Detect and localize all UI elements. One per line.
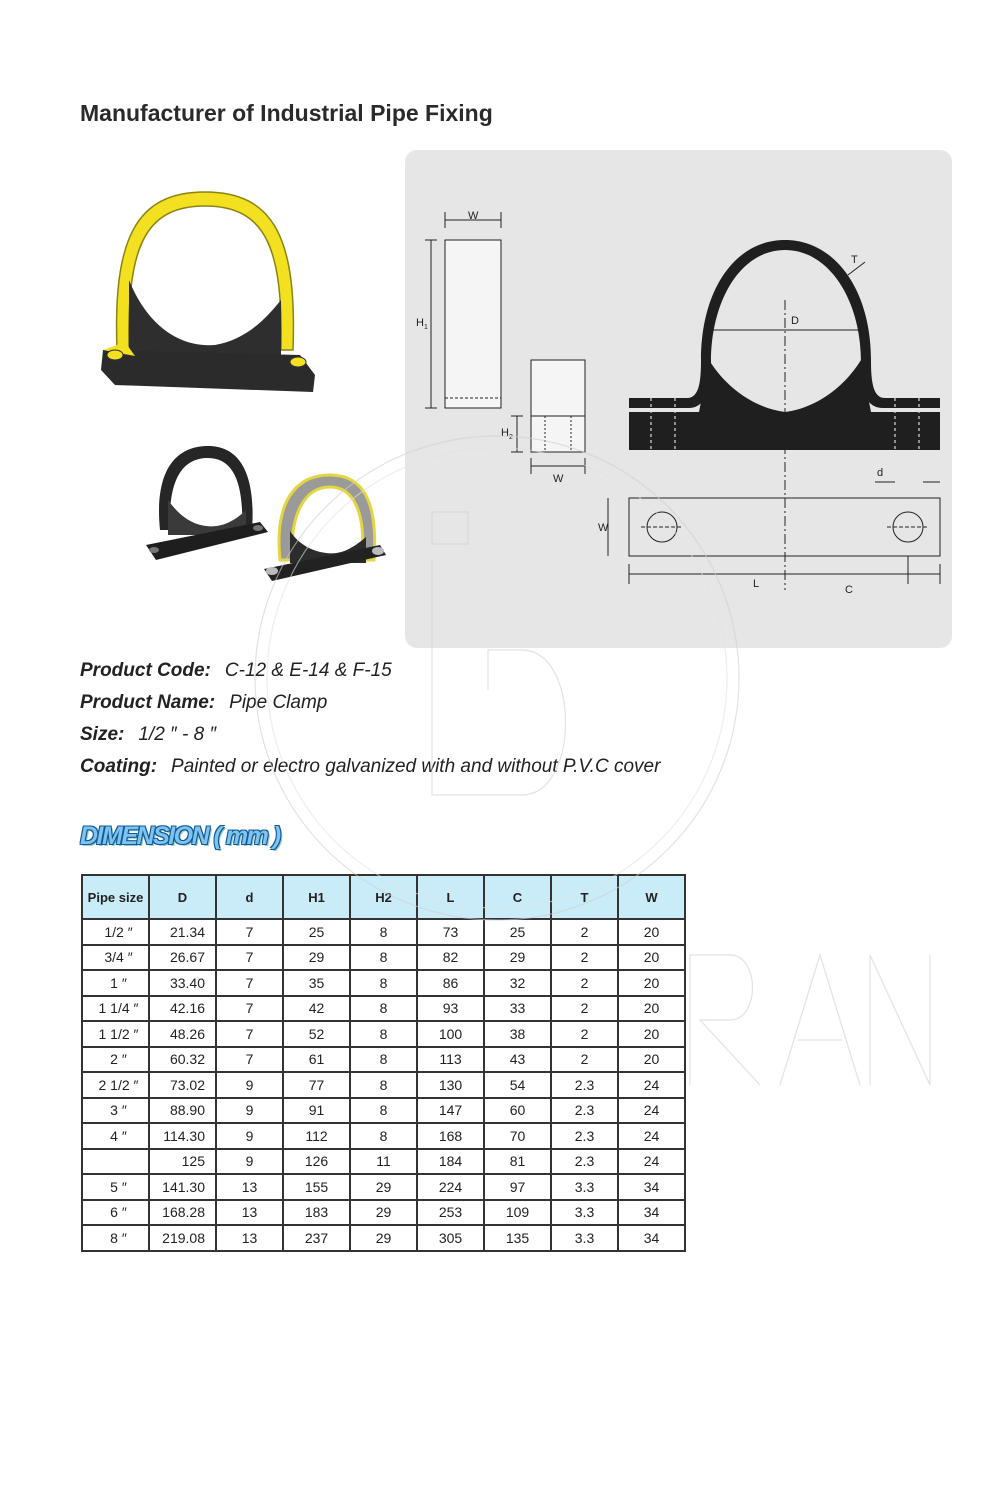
table-cell: 2 [551,919,618,945]
pipe-size-cell: 1 1/4 ″ [82,996,149,1022]
table-cell: 25 [283,919,350,945]
pipe-size-cell: 3 ″ [82,1098,149,1124]
table-cell: 91 [283,1098,350,1124]
table-cell: 7 [216,919,283,945]
table-cell: 52 [283,1021,350,1047]
table-cell: 13 [216,1174,283,1200]
table-cell: 21.34 [149,919,216,945]
table-cell: 7 [216,996,283,1022]
table-cell: 34 [618,1200,685,1226]
label-l: L [753,578,760,590]
table-cell: 113 [417,1047,484,1073]
table-cell: 7 [216,1021,283,1047]
table-row [82,1021,685,1047]
table-cell: 73 [417,919,484,945]
pipe-size-cell: 1 ″ [82,970,149,996]
table-row [82,1098,685,1124]
table-cell: 224 [417,1174,484,1200]
table-cell: 9 [216,1149,283,1175]
table-cell: 2.3 [551,1123,618,1149]
pipe-size-cell: 2 ″ [82,1047,149,1073]
clamp-photo-yellow [95,180,325,410]
column-header: W [618,875,685,919]
table-cell: 125 [149,1149,216,1175]
label-w-plan: W [598,522,609,534]
pipe-size-cell: 6 ″ [82,1200,149,1226]
table-cell: 26.67 [149,945,216,971]
table-cell: 20 [618,945,685,971]
table-cell: 126 [283,1149,350,1175]
pipe-size-cell: 5 ″ [82,1174,149,1200]
column-header: H1 [283,875,350,919]
spec-coating: Coating: Painted or electro galvanized with and without P.V.C cover [80,756,661,777]
table-cell: 8 [350,1021,417,1047]
pipe-size-cell: 3/4 ″ [82,945,149,971]
table-row [82,1149,685,1175]
table-cell: 2 [551,945,618,971]
table-cell: 97 [484,1174,551,1200]
table-cell: 2.3 [551,1098,618,1124]
page-title: Manufacturer of Industrial Pipe Fixing [80,100,493,126]
table-cell: 48.26 [149,1021,216,1047]
table-row [82,919,685,945]
table-cell: 54 [484,1072,551,1098]
label-d-small: d [877,467,884,479]
table-cell: 11 [350,1149,417,1175]
table-cell: 73.02 [149,1072,216,1098]
table-cell: 13 [216,1200,283,1226]
table-cell: 8 [350,945,417,971]
table-cell: 20 [618,1047,685,1073]
dimension-table [81,874,686,1252]
pipe-size-cell: 1 1/2 ″ [82,1021,149,1047]
table-cell: 24 [618,1149,685,1175]
table-cell: 24 [618,1072,685,1098]
table-cell: 29 [283,945,350,971]
technical-drawing [405,150,952,648]
table-cell: 253 [417,1200,484,1226]
label-h2: $H_2$ [501,427,513,441]
table-cell: 3.3 [551,1225,618,1251]
table-cell: 168 [417,1123,484,1149]
label-w-mid: W [553,473,564,485]
table-cell: 109 [484,1200,551,1226]
table-cell: 219.08 [149,1225,216,1251]
table-cell: 7 [216,970,283,996]
column-header: H2 [350,875,417,919]
table-cell: 34 [618,1225,685,1251]
label-h1: $H_1$ [416,317,428,331]
table-cell: 42 [283,996,350,1022]
label-d-big: D [791,315,799,327]
table-cell: 77 [283,1072,350,1098]
table-cell: 8 [350,1123,417,1149]
table-row [82,1123,685,1149]
table-cell: 29 [350,1225,417,1251]
table-cell: 2 [551,996,618,1022]
table-cell: 168.28 [149,1200,216,1226]
table-cell: 20 [618,919,685,945]
column-header: D [149,875,216,919]
table-cell: 112 [283,1123,350,1149]
table-cell: 93 [417,996,484,1022]
table-cell: 2.3 [551,1072,618,1098]
table-cell: 2 [551,1047,618,1073]
table-cell: 3.3 [551,1200,618,1226]
table-cell: 20 [618,970,685,996]
table-cell: 13 [216,1225,283,1251]
pipe-size-cell: 8 ″ [82,1225,149,1251]
table-cell: 61 [283,1047,350,1073]
table-cell: 2.3 [551,1149,618,1175]
table-cell: 2 [551,1021,618,1047]
table-cell: 8 [350,1098,417,1124]
table-cell: 43 [484,1047,551,1073]
table-cell: 8 [350,919,417,945]
table-cell: 29 [350,1200,417,1226]
table-cell: 34 [618,1174,685,1200]
table-cell: 86 [417,970,484,996]
table-cell: 20 [618,1021,685,1047]
table-cell: 33.40 [149,970,216,996]
table-cell: 32 [484,970,551,996]
table-row [82,1072,685,1098]
table-cell: 147 [417,1098,484,1124]
table-cell: 9 [216,1072,283,1098]
table-cell: 305 [417,1225,484,1251]
table-row [82,996,685,1022]
table-row [82,1225,685,1251]
label-t: T [851,254,858,266]
table-cell: 88.90 [149,1098,216,1124]
table-row [82,945,685,971]
table-cell: 81 [484,1149,551,1175]
label-c: C [845,584,853,596]
table-cell: 155 [283,1174,350,1200]
table-header-row [82,875,685,919]
column-header: C [484,875,551,919]
column-header: T [551,875,618,919]
pipe-size-cell [82,1149,149,1175]
table-cell: 8 [350,970,417,996]
column-header: Pipe size [82,875,149,919]
label-w-top: W [468,210,479,222]
table-cell: 114.30 [149,1123,216,1149]
table-cell: 237 [283,1225,350,1251]
table-cell: 24 [618,1098,685,1124]
table-cell: 38 [484,1021,551,1047]
table-cell: 60 [484,1098,551,1124]
table-cell: 25 [484,919,551,945]
table-cell: 29 [484,945,551,971]
clamp-photo-galvanized [260,465,390,585]
table-cell: 130 [417,1072,484,1098]
table-cell: 184 [417,1149,484,1175]
table-row [82,1200,685,1226]
table-cell: 7 [216,1047,283,1073]
spec-size: Size: 1/2 ″ - 8 ″ [80,724,217,745]
table-cell: 7 [216,945,283,971]
table-cell: 9 [216,1098,283,1124]
table-cell: 20 [618,996,685,1022]
table-cell: 42.16 [149,996,216,1022]
table-cell: 9 [216,1123,283,1149]
pipe-size-cell: 2 1/2 ″ [82,1072,149,1098]
spec-product-code: Product Code: C-12 & E-14 & F-15 [80,660,392,681]
table-cell: 8 [350,1047,417,1073]
table-cell: 60.32 [149,1047,216,1073]
column-header: L [417,875,484,919]
table-row [82,970,685,996]
table-row [82,1174,685,1200]
table-cell: 2 [551,970,618,996]
table-cell: 70 [484,1123,551,1149]
table-cell: 8 [350,996,417,1022]
table-row [82,1047,685,1073]
table-cell: 35 [283,970,350,996]
table-cell: 8 [350,1072,417,1098]
table-cell: 29 [350,1174,417,1200]
table-cell: 183 [283,1200,350,1226]
column-header: d [216,875,283,919]
spec-product-name: Product Name: Pipe Clamp [80,692,328,713]
table-cell: 141.30 [149,1174,216,1200]
dimension-heading: DIMENSION ( mm ) [80,822,280,850]
table-cell: 24 [618,1123,685,1149]
table-cell: 82 [417,945,484,971]
table-cell: 33 [484,996,551,1022]
table-cell: 135 [484,1225,551,1251]
table-cell: 100 [417,1021,484,1047]
clamp-photo-black [140,440,270,570]
pipe-size-cell: 1/2 ″ [82,919,149,945]
table-cell: 3.3 [551,1174,618,1200]
pipe-size-cell: 4 ″ [82,1123,149,1149]
